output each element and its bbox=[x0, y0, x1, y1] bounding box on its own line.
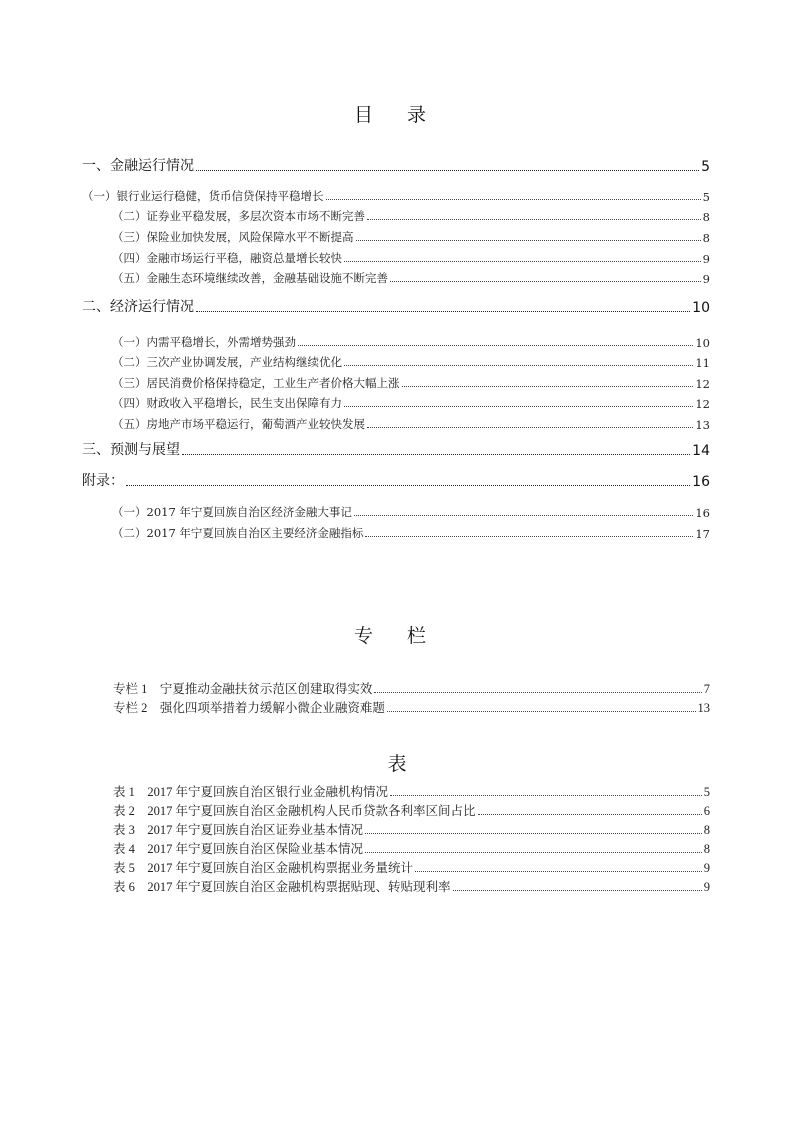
page-number: 16 bbox=[692, 474, 710, 490]
entry-label: 附录： bbox=[82, 473, 124, 489]
page-number: 14 bbox=[692, 443, 710, 459]
toc-subsection-entry[interactable] bbox=[112, 526, 710, 541]
page-number: 5 bbox=[703, 785, 710, 799]
entry-label: （二）证券业平稳发展，多层次资本市场不断完善 bbox=[112, 209, 365, 223]
page-number: 8 bbox=[703, 823, 710, 837]
entry-label: （四）金融市场运行平稳，融资总量增长较快 bbox=[112, 251, 342, 265]
toc-heading: 目 录 bbox=[353, 104, 441, 126]
page-number: 9 bbox=[702, 252, 710, 266]
page-number: 13 bbox=[697, 701, 710, 715]
dot-leader bbox=[196, 170, 699, 171]
columns-heading: 专 栏 bbox=[353, 625, 441, 647]
page-number: 9 bbox=[703, 861, 710, 875]
page-number: 10 bbox=[695, 336, 710, 350]
page-number: 6 bbox=[703, 804, 710, 818]
entry-label: （二）2017 年宁夏回族自治区主要经济金融指标 bbox=[112, 526, 364, 540]
dot-leader bbox=[344, 365, 693, 366]
table-entry[interactable] bbox=[113, 860, 710, 876]
page-number: 10 bbox=[692, 300, 710, 316]
dot-leader bbox=[478, 814, 702, 815]
page-number: 12 bbox=[695, 397, 710, 411]
page-number: 11 bbox=[695, 356, 710, 370]
entry-label: （一）内需平稳增长，外需增势强劲 bbox=[112, 335, 296, 349]
entry-label: 表 4 2017 年宁夏回族自治区保险业基本情况 bbox=[113, 842, 364, 856]
dot-leader bbox=[356, 240, 701, 241]
dot-leader bbox=[182, 454, 690, 455]
dot-leader bbox=[196, 311, 690, 312]
entry-label: 表 3 2017 年宁夏回族自治区证券业基本情况 bbox=[113, 823, 364, 837]
entry-label: 表 6 2017 年宁夏回族自治区金融机构票据贴现、转贴现利率 bbox=[113, 880, 451, 894]
column-entry[interactable] bbox=[113, 700, 710, 716]
dot-leader bbox=[344, 406, 693, 407]
entry-label: 表 1 2017 年宁夏回族自治区银行业金融机构情况 bbox=[113, 785, 389, 799]
toc-subsection-entry[interactable] bbox=[112, 417, 710, 432]
dot-leader bbox=[344, 261, 701, 262]
table-entry[interactable] bbox=[113, 803, 710, 819]
toc-subsection-entry[interactable] bbox=[112, 230, 710, 245]
dot-leader bbox=[365, 833, 702, 834]
page-number: 9 bbox=[703, 880, 710, 894]
dot-leader bbox=[390, 795, 702, 796]
page-number: 5 bbox=[701, 159, 710, 175]
page-number: 7 bbox=[703, 682, 710, 696]
toc-subsection-entry[interactable] bbox=[112, 271, 710, 286]
dot-leader bbox=[126, 485, 690, 486]
entry-label: 一、金融运行情况 bbox=[82, 158, 194, 174]
entry-label: （五）房地产市场平稳运行，葡萄酒产业较快发展 bbox=[112, 417, 365, 431]
dot-leader bbox=[374, 692, 701, 693]
page-number: 8 bbox=[703, 842, 710, 856]
page-number: 8 bbox=[702, 210, 710, 224]
dot-leader bbox=[298, 345, 693, 346]
toc-section-entry[interactable] bbox=[82, 472, 710, 490]
entry-label: 二、经济运行情况 bbox=[82, 299, 194, 315]
table-entry[interactable] bbox=[113, 841, 710, 857]
page-number: 8 bbox=[702, 231, 710, 245]
dot-leader bbox=[367, 427, 693, 428]
dot-leader bbox=[453, 890, 702, 891]
table-entry[interactable] bbox=[113, 879, 710, 895]
toc-section-entry[interactable] bbox=[82, 157, 710, 175]
dot-leader bbox=[387, 711, 696, 712]
toc-subsection-entry[interactable] bbox=[112, 355, 710, 370]
entry-label: 专栏 2 强化四项举措着力缓解小微企业融资难题 bbox=[113, 701, 385, 715]
toc-subsection-entry[interactable] bbox=[112, 376, 710, 391]
entry-label: （三）居民消费价格保持稳定，工业生产者价格大幅上涨 bbox=[112, 376, 400, 390]
entry-label: （五）金融生态环境继续改善，金融基础设施不断完善 bbox=[112, 271, 388, 285]
dot-leader bbox=[354, 515, 693, 516]
dot-leader bbox=[390, 281, 701, 282]
page-number: 16 bbox=[695, 506, 710, 520]
page-number: 9 bbox=[702, 272, 710, 286]
entry-label: 表 2 2017 年宁夏回族自治区金融机构人民币贷款各利率区间占比 bbox=[113, 804, 476, 818]
toc-subsection-entry[interactable] bbox=[112, 335, 710, 350]
dot-leader bbox=[365, 536, 693, 537]
toc-subsection-entry[interactable] bbox=[112, 251, 710, 266]
page-number: 17 bbox=[695, 527, 710, 541]
table-entry[interactable] bbox=[113, 784, 710, 800]
toc-subsection-entry[interactable] bbox=[112, 209, 710, 224]
page-number: 12 bbox=[695, 377, 710, 391]
dot-leader bbox=[365, 852, 702, 853]
entry-label: （一）2017 年宁夏回族自治区经济金融大事记 bbox=[112, 505, 352, 519]
dot-leader bbox=[326, 199, 701, 200]
table-entry[interactable] bbox=[113, 822, 710, 838]
page-number: 13 bbox=[695, 418, 710, 432]
toc-subsection-entry[interactable] bbox=[112, 396, 710, 411]
dot-leader bbox=[415, 871, 702, 872]
entry-label: （四）财政收入平稳增长，民生支出保障有力 bbox=[112, 396, 342, 410]
entry-label: 三、预测与展望 bbox=[82, 442, 180, 458]
entry-label: （三）保险业加快发展，风险保障水平不断提高 bbox=[112, 230, 354, 244]
entry-label: 表 5 2017 年宁夏回族自治区金融机构票据业务量统计 bbox=[113, 861, 414, 875]
dot-leader bbox=[402, 386, 694, 387]
dot-leader bbox=[367, 219, 701, 220]
tables-heading: 表 bbox=[387, 753, 407, 775]
column-entry[interactable] bbox=[113, 681, 710, 697]
toc-section-entry[interactable] bbox=[82, 441, 710, 459]
toc-subsection-entry[interactable] bbox=[82, 189, 710, 204]
entry-label: 专栏 1 宁夏推动金融扶贫示范区创建取得实效 bbox=[113, 682, 373, 696]
toc-section-entry[interactable] bbox=[82, 298, 710, 316]
entry-label: （二）三次产业协调发展，产业结构继续优化 bbox=[112, 355, 342, 369]
entry-label: （一）银行业运行稳健，货币信贷保持平稳增长 bbox=[82, 189, 324, 203]
page-number: 5 bbox=[702, 190, 710, 204]
toc-subsection-entry[interactable] bbox=[112, 505, 710, 520]
